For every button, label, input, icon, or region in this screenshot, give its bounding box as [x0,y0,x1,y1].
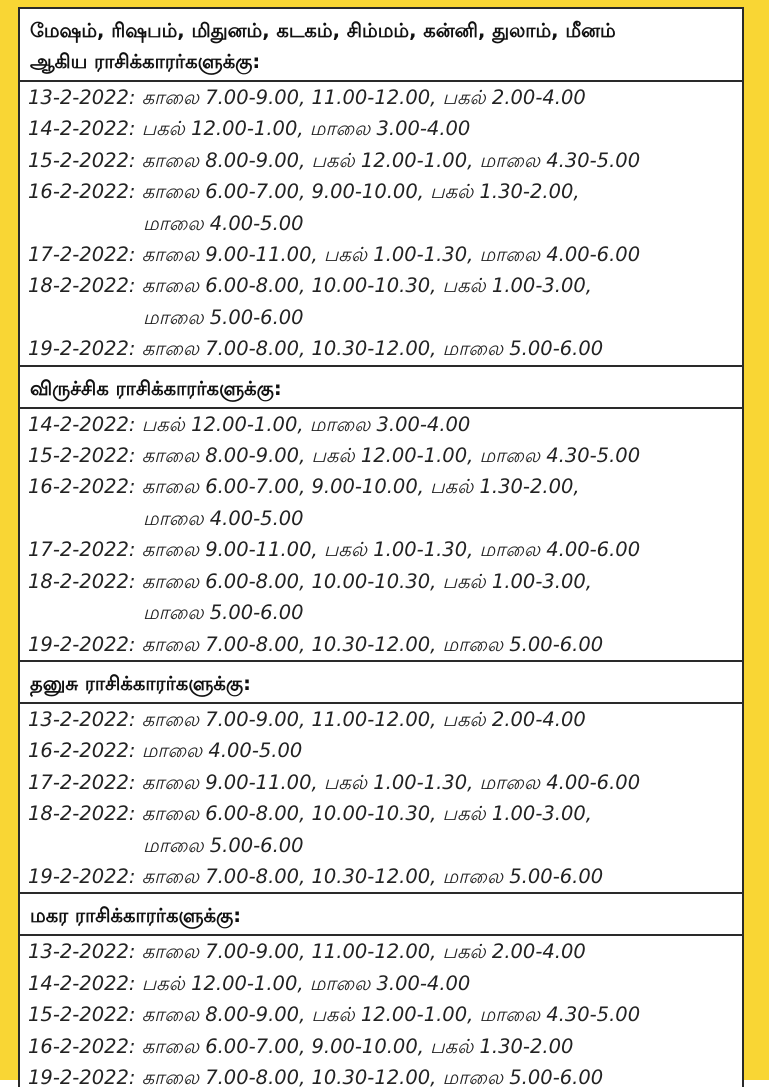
row-times: காலை 8.00-9.00, பகல் 12.00-1.00, மாலை 4.30-5.00 [141,1003,641,1027]
timing-row [28,82,742,113]
row-times: காலை 7.00-8.00, 10.30-12.00, மாலை 5.00-6.00 [141,337,604,361]
timing-row [28,440,742,471]
timing-row [28,798,742,861]
row-date: 19-2-2022: [28,632,136,656]
row-times-continued: மாலை 4.00-5.00 [143,506,304,530]
row-times: காலை 7.00-9.00, 11.00-12.00, பகல் 2.00-4.00 [141,86,586,109]
timing-row [28,936,742,967]
rasi-section [20,9,742,367]
timing-row [28,239,742,270]
section-body [20,409,742,660]
row-date: 16-2-2022: [28,475,136,499]
row-date: 13-2-2022: [28,707,136,731]
row-date: 16-2-2022: [28,739,136,763]
section-title-line1: விருச்சிக ராசிக்காரர்களுக்கு: [30,376,282,400]
row-times: காலை 8.00-9.00, பகல் 12.00-1.00, மாலை 4.30-5.00 [141,444,641,468]
rasi-section [20,367,742,662]
row-date: 17-2-2022: [28,243,136,267]
row-times: காலை 7.00-8.00, 10.30-12.00, மாலை 5.00-6.00 [141,632,604,656]
section-heading [20,662,742,704]
row-times: காலை 9.00-11.00, பகல் 1.00-1.30, மாலை 4.00-6.00 [141,243,641,267]
row-date: 14-2-2022: [28,117,136,141]
timings-table [18,7,744,1087]
row-date: 15-2-2022: [28,1003,136,1027]
row-times: காலை 6.00-7.00, 9.00-10.00, பகல் 1.30-2.00, [141,475,580,499]
section-title-line2: ஆகிய ராசிக்காரர்களுக்கு: [30,50,261,73]
row-date: 17-2-2022: [28,770,136,794]
timing-row [28,113,742,144]
timing-row [28,1062,742,1087]
rasi-section [20,662,742,894]
row-times: மாலை 4.00-5.00 [141,739,303,763]
rasi-section [20,894,742,1087]
row-times: காலை 6.00-7.00, 9.00-10.00, பகல் 1.30-2.00, [141,180,580,204]
row-times: காலை 6.00-7.00, 9.00-10.00, பகல் 1.30-2.00 [141,1034,574,1058]
timing-row [28,333,742,364]
timing-row [28,409,742,440]
section-title-line1: தனுசு ராசிக்காரர்களுக்கு: [30,671,251,695]
row-times: காலை 7.00-9.00, 11.00-12.00, பகல் 2.00-4.00 [141,940,586,964]
row-times-continued: மாலை 5.00-6.00 [143,601,304,625]
row-times: காலை 7.00-8.00, 10.30-12.00, மாலை 5.00-6.00 [141,1065,604,1087]
row-times: காலை 6.00-8.00, 10.00-10.30, பகல் 1.00-3.00, [141,802,592,826]
timing-row [28,767,742,798]
section-body [20,82,742,365]
section-heading [20,9,742,82]
row-times: காலை 6.00-8.00, 10.00-10.30, பகல் 1.00-3.00, [141,569,592,593]
row-times-continued: மாலை 5.00-6.00 [143,305,304,329]
row-date: 13-2-2022: [28,86,136,109]
timing-row [28,999,742,1030]
row-times: பகல் 12.00-1.00, மாலை 3.00-4.00 [141,971,471,995]
section-title-line1: மகர ராசிக்காரர்களுக்கு: [30,904,242,928]
timing-row [28,704,742,735]
row-times: காலை 7.00-9.00, 11.00-12.00, பகல் 2.00-4.00 [141,707,586,731]
timing-row [28,1031,742,1062]
timing-row [28,735,742,766]
timing-row [28,270,742,333]
section-heading [20,367,742,409]
timing-row [28,176,742,239]
row-date: 13-2-2022: [28,940,136,964]
row-times: காலை 7.00-8.00, 10.30-12.00, மாலை 5.00-6.00 [141,864,604,888]
timing-row [28,145,742,176]
row-date: 18-2-2022: [28,802,136,826]
timing-row [28,471,742,534]
row-date: 16-2-2022: [28,180,136,204]
row-date: 19-2-2022: [28,1065,136,1087]
row-times: காலை 9.00-11.00, பகல் 1.00-1.30, மாலை 4.00-6.00 [141,770,641,794]
timing-row [28,566,742,629]
section-body [20,936,742,1087]
row-times: காலை 9.00-11.00, பகல் 1.00-1.30, மாலை 4.00-6.00 [141,538,641,562]
row-date: 14-2-2022: [28,971,136,995]
timing-row [28,534,742,565]
timing-row [28,968,742,999]
row-date: 16-2-2022: [28,1034,136,1058]
timing-row [28,861,742,892]
row-times: காலை 6.00-8.00, 10.00-10.30, பகல் 1.00-3.00, [141,274,592,298]
timing-row [28,629,742,660]
row-date: 19-2-2022: [28,337,136,361]
row-times: பகல் 12.00-1.00, மாலை 3.00-4.00 [141,117,471,141]
row-date: 17-2-2022: [28,538,136,562]
row-date: 19-2-2022: [28,864,136,888]
row-date: 18-2-2022: [28,569,136,593]
row-date: 15-2-2022: [28,444,136,468]
row-date: 18-2-2022: [28,274,136,298]
row-times: காலை 8.00-9.00, பகல் 12.00-1.00, மாலை 4.30-5.00 [141,148,641,172]
row-date: 14-2-2022: [28,412,136,436]
section-body [20,704,742,892]
row-date: 15-2-2022: [28,148,136,172]
row-times: பகல் 12.00-1.00, மாலை 3.00-4.00 [141,412,471,436]
row-times-continued: மாலை 4.00-5.00 [143,211,304,235]
section-title-line1: மேஷம், ரிஷபம், மிதுனம், கடகம், சிம்மம், கன்னி, துலாம், மீனம் [30,19,616,42]
section-heading [20,894,742,936]
row-times-continued: மாலை 5.00-6.00 [143,833,304,857]
